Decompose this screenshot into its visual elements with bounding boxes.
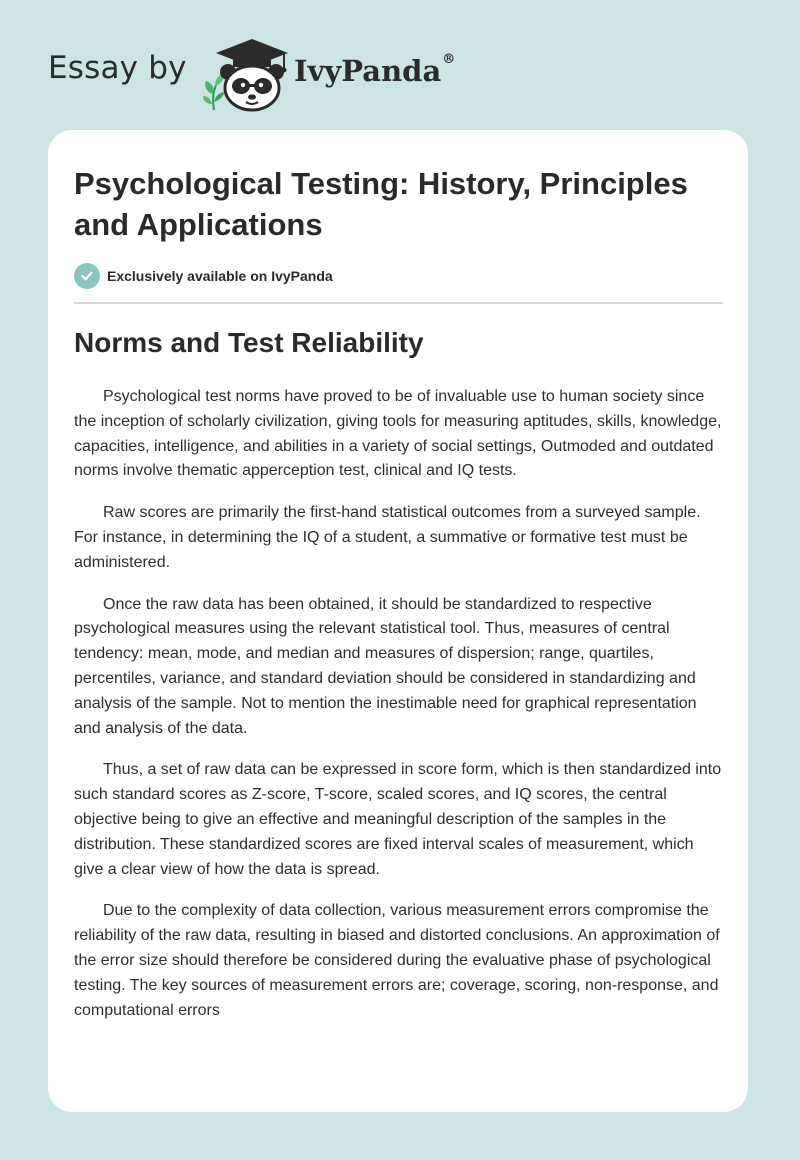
badge-text: Exclusively available on IvyPanda xyxy=(107,268,333,284)
brand-label: IvyPanda xyxy=(294,54,442,88)
brand-name[interactable] xyxy=(294,54,455,88)
essay-card xyxy=(48,130,748,1112)
leaf-icon xyxy=(203,74,224,110)
paragraph: Thus, a set of raw data can be expressed in score form, which is then standardized into such standard scores as Z-score, T-score, scaled scores, and IQ scores, the central objective being to give an effective and meaningful description of the samples in the distribution. These standardized scores are fixed interval scales of measurement, which give a clear view of how the data is spread. xyxy=(74,761,722,878)
paragraph: Due to the complexity of data collection, various measurement errors compromise the reliability of the raw data, resulting in biased and distorted conclusions. An approximation of the error size should therefore be considered during the evaluative phase of psychological testing. The key sources of measurement errors are; coverage, scoring, non-response, and computational errors xyxy=(74,902,720,1019)
panda-logo-icon[interactable] xyxy=(200,36,292,112)
divider xyxy=(74,302,723,304)
site-header xyxy=(48,36,508,112)
essay-title: Psychological Testing: History, Principles and Applications xyxy=(74,166,688,242)
paragraph: Psychological test norms have proved to be of invaluable use to human society since the inception of scholarly civilization, giving tools for measuring aptitudes, skills, knowledge, capacities, intelligence, and abilities in a variety of social settings, Outmoded and outdated norms involve thematic apperception test, clinical and IQ tests. xyxy=(74,388,722,480)
paragraph: Once the raw data has been obtained, it should be standardized to respective psychological measures using the relevant statistical tool. Thus, measures of central tendency: mean, mode, and median and measures of dispersion; range, quartiles, percentiles, variance, and standard deviation should be considered in standardizing and analysis of the sample. Not to mention the inestimable need for graphical representation and analysis of the data. xyxy=(74,595,697,737)
paragraph: Raw scores are primarily the first-hand statistical outcomes from a surveyed sample. For instance, in determining the IQ of a student, a summative or formative test must be administered. xyxy=(74,504,701,571)
section-title: Norms and Test Reliability xyxy=(74,327,424,358)
essay-by-label: Essay by xyxy=(48,50,187,86)
essay-body xyxy=(74,385,726,1040)
check-circle-icon xyxy=(74,263,100,289)
registered-mark: ® xyxy=(442,52,456,67)
exclusive-badge xyxy=(74,263,333,289)
